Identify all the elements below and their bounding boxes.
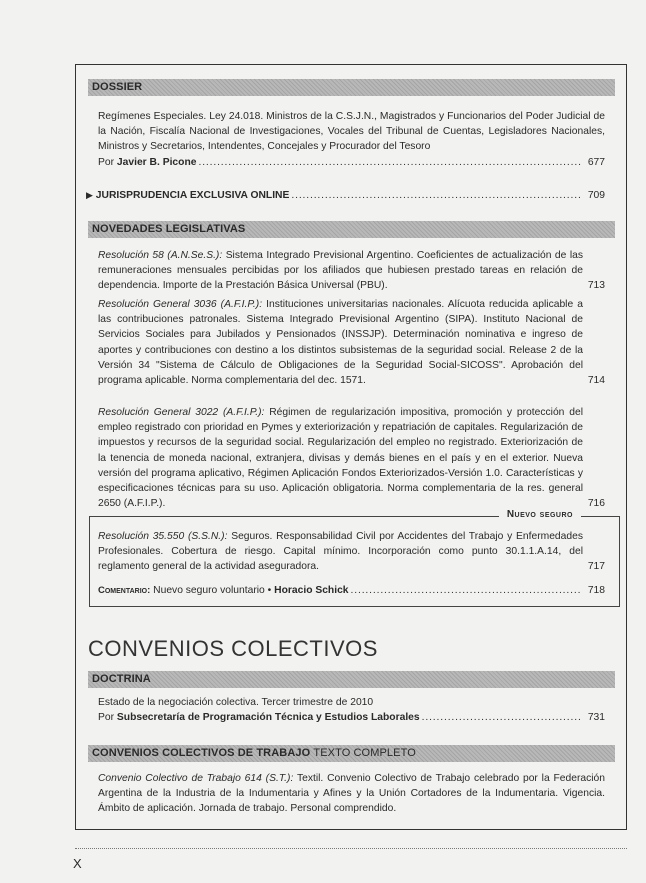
cct-entry[interactable]: [98, 771, 605, 817]
novedad-ref: Resolución 58 (A.N.Se.S.):: [98, 250, 223, 261]
novedad-item[interactable]: [98, 405, 605, 511]
comentario-text: Nuevo seguro voluntario: [153, 585, 265, 596]
page-number: 677: [587, 156, 605, 168]
section-title: CONVENIOS COLECTIVOS: [88, 636, 378, 661]
doctrina-author-prefix: Por: [98, 712, 115, 724]
comentario-label: Comentario:: [98, 585, 151, 596]
nuevo-seguro-text: Seguros. Responsabilidad Civil por Accidentes del Trabajo y Enfermedades Profesionales. Cobertura de riesgo. Capital mínimo. Incorporación como punto 30.1.1.A.14, del reglamento general de la actividad aseguradora.: [98, 531, 583, 573]
page-number: 718: [587, 585, 605, 596]
page-number: 714: [587, 375, 605, 387]
leader-dots: [422, 710, 581, 725]
novedad-text: Régimen de regularización impositiva, promoción y protección del empleo registrado con prioridad en Pymes y exteriorización y repatriación de capitales. Regularización de impuestos y recursos de la seguridad social. Regularización del empleo no registrado. Exteriorización de la tenencia de moneda nacional, extranjera, divisas y demás bienes en el país y en el exterior. Nueva versión del programa aplicativo, Régimen Aplicación Fondos Exteriorizados-Versión 1.0. Características y especificaciones técnicas para su uso. Aplicación obligatoria. Norma complementaria de la res. general 2650 (A.F.I.P.).: [98, 407, 583, 510]
novedad-text: Sistema Integrado Previsional Argentino. Coeficientes de actualización de las remuneraciones mensuales percibidas por los afiliados que hubiesen prestado tareas en relación de dependencia. Importe de la Prestación Básica Universal (PBU).: [98, 250, 583, 292]
doctrina-header: DOCTRINA: [88, 671, 615, 688]
page-roman-number: X: [73, 856, 82, 871]
novedad-ref: Resolución General 3036 (A.F.I.P.):: [98, 299, 263, 310]
page-number: 709: [587, 190, 605, 201]
nuevo-seguro-ref: Resolución 35.550 (S.S.N.):: [98, 531, 228, 542]
dossier-author-prefix: Por: [98, 156, 115, 168]
online-label: JURISPRUDENCIA EXCLUSIVA ONLINE: [95, 190, 290, 201]
leader-dots: [291, 188, 581, 203]
novedad-text: Instituciones universitarias nacionales. Alícuota reducida aplicable a las contribuciones patronales. Sistema Integrado Previsional Argentino (SIPA). Instituto Nacional de Servicios Sociales para Jubilados y Pensionados (INSSJP). Determinación nominativa e ingreso de aportes y contribuciones con destino a los distintos subsistemas de la seguridad social. Release 2 de la Versión 34 "Sistema de Cálculo de Obligaciones de la Seguridad Social-SICOSS". Aprobación del programa aplicable. Norma complementaria del dec. 1571.: [98, 299, 583, 387]
cct-ref: Convenio Colectivo de Trabajo 614 (S.T.):: [98, 773, 294, 784]
page-number: 717: [587, 561, 605, 573]
comentario-entry[interactable]: [98, 583, 605, 598]
dossier-author: Javier B. Picone: [116, 156, 197, 168]
page-number: 716: [587, 498, 605, 510]
novedad-item[interactable]: [98, 248, 605, 294]
triangle-bullet-icon: ▶: [86, 190, 93, 200]
footer-divider: [75, 848, 627, 849]
page-number: 731: [587, 712, 605, 724]
cct-text: Textil. Convenio Colectivo de Trabajo celebrado por la Federación Argentina de la Industria de la Indumentaria y Afines y la Unión Cortadores de la Indumentaria. Vigencia. Ámbito de aplicación. Jornada de trabajo. Personal comprendido.: [98, 773, 606, 815]
doctrina-entry[interactable]: [98, 695, 605, 725]
online-entry[interactable]: [86, 188, 605, 203]
nuevo-seguro-entry[interactable]: [98, 529, 605, 575]
cct-header-light: TEXTO COMPLETO: [313, 747, 416, 759]
bullet-icon: •: [267, 585, 272, 596]
doctrina-author: Subsecretaría de Programación Técnica y Estudios Laborales: [116, 712, 420, 724]
novedades-header: NOVEDADES LEGISLATIVAS: [88, 221, 615, 238]
cct-header-bold: CONVENIOS COLECTIVOS DE TRABAJO: [92, 747, 311, 759]
dossier-header: DOSSIER: [88, 79, 615, 96]
doctrina-text: Estado de la negociación colectiva. Tercer trimestre de 2010: [98, 697, 374, 708]
novedad-item[interactable]: [98, 297, 605, 388]
comentario-author: Horacio Schick: [274, 585, 349, 596]
cct-header: [88, 745, 615, 762]
dossier-entry[interactable]: [98, 109, 605, 170]
nuevo-seguro-tag: Nuevo seguro: [499, 509, 581, 520]
dossier-text: Regímenes Especiales. Ley 24.018. Ministros de la C.S.J.N., Magistrados y Funcionarios del Poder Judicial de la Nación, Fiscalía Nacional de Investigaciones, Vocales del Tribunal de Cuentas, Legisladores Nacionales, Ministros y Secretarios, Intendentes, Concejales y Procurador del Tesoro: [98, 111, 605, 153]
leader-dots: [351, 583, 581, 598]
leader-dots: [198, 155, 581, 170]
novedad-ref: Resolución General 3022 (A.F.I.P.):: [98, 407, 265, 418]
page-number: 713: [587, 280, 605, 292]
